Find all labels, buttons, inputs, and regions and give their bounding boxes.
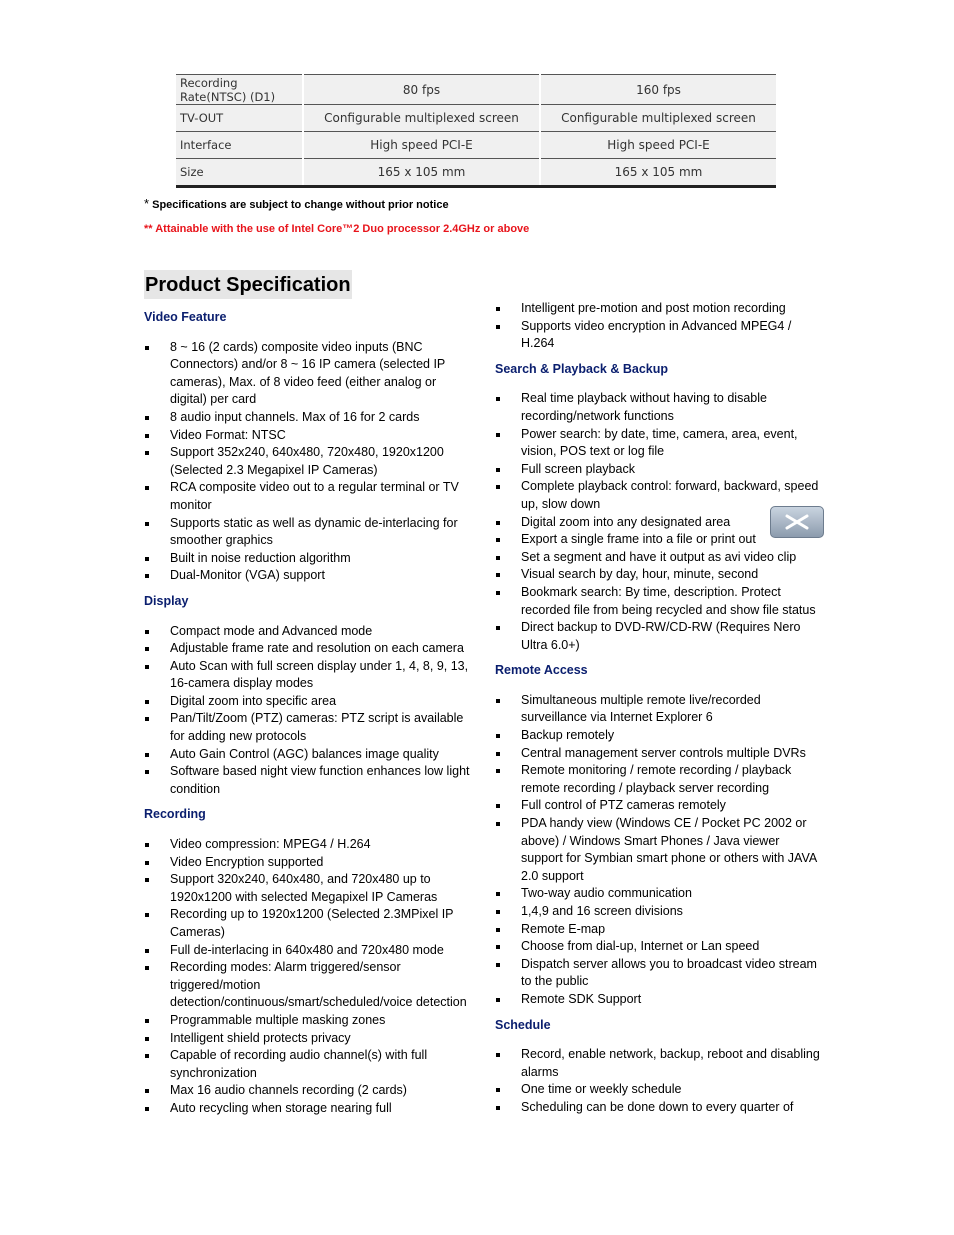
zoom-tool-icon (770, 506, 824, 538)
list-item: Scheduling can be done down to every quarter of (495, 1099, 820, 1117)
list-item: Power search: by date, time, camera, area, event, vision, POS text or log file (495, 426, 820, 461)
list-item: Dual-Monitor (VGA) support (144, 567, 474, 585)
recording-cont-list (495, 300, 820, 353)
list-item: Full de-interlacing in 640x480 and 720x480 mode (144, 942, 474, 960)
table-row (176, 132, 776, 159)
list-item: Set a segment and have it output as avi video clip (495, 549, 820, 567)
cell-value: High speed PCI-E (303, 132, 540, 159)
list-item: Supports static as well as dynamic de-interlacing for smoother graphics (144, 515, 474, 550)
note-asterisk: * (144, 196, 150, 211)
row-label: TV-OUT (176, 105, 303, 132)
list-item: Two-way audio communication (495, 885, 820, 903)
list-item: Direct backup to DVD-RW/CD-RW (Requires Nero Ultra 6.0+) (495, 619, 820, 654)
list-item: Remote SDK Support (495, 991, 820, 1009)
list-item: Pan/Tilt/Zoom (PTZ) cameras: PTZ script is available for adding new protocols (144, 710, 474, 745)
right-column (495, 300, 820, 1117)
spec-change-note (144, 196, 449, 211)
list-item: 8 audio input channels. Max of 16 for 2 cards (144, 409, 474, 427)
table-row (176, 105, 776, 132)
spec-table (176, 74, 776, 188)
remote-access-list (495, 692, 820, 1009)
list-item: Visual search by day, hour, minute, second (495, 566, 820, 584)
display-heading: Display (144, 593, 189, 608)
list-item: Digital zoom into any designated area (495, 514, 820, 532)
list-item: Compact mode and Advanced mode (144, 623, 474, 641)
list-item: Central management server controls multiple DVRs (495, 745, 820, 763)
schedule-heading: Schedule (495, 1017, 551, 1032)
processor-note: ** Attainable with the use of Intel Core™2 Duo processor 2.4GHz or above (144, 223, 530, 235)
list-item: Bookmark search: By time, description. Protect recorded file from being recycled and show file status (495, 584, 820, 619)
list-item: Full control of PTZ cameras remotely (495, 797, 820, 815)
list-item: Recording modes: Alarm triggered/sensor triggered/motion detection/continuous/smart/scheduled/voice detection (144, 959, 474, 1012)
list-item: Remote E-map (495, 921, 820, 939)
list-item: Support 320x240, 640x480, and 720x480 up to 1920x1200 with selected Megapixel IP Cameras (144, 871, 474, 906)
list-item: Remote monitoring / remote recording / playback remote recording / playback server recording (495, 762, 820, 797)
list-item: Complete playback control: forward, backward, speed up, slow down (495, 478, 820, 513)
list-item: Intelligent pre-motion and post motion recording (495, 300, 820, 318)
cell-value: High speed PCI-E (540, 132, 776, 159)
cell-value: 165 x 105 mm (303, 159, 540, 187)
list-item: Video compression: MPEG4 / H.264 (144, 836, 474, 854)
left-column (144, 309, 474, 1118)
row-label: Size (176, 159, 303, 187)
list-item: Auto Scan with full screen display under 1, 4, 8, 9, 13, 16-camera display modes (144, 658, 474, 693)
search-playback-heading: Search & Playback & Backup (495, 361, 668, 376)
recording-heading: Recording (144, 807, 206, 822)
list-item: Record, enable network, backup, reboot and disabling alarms (495, 1046, 820, 1081)
list-item: Real time playback without having to disable recording/network functions (495, 390, 820, 425)
list-item: 8 ~ 16 (2 cards) composite video inputs (BNC Connectors) and/or 8 ~ 16 IP camera (selected IP cameras), Max. of 8 video feed (either analog or digital) per card (144, 339, 474, 409)
page-title: Product Specification (144, 270, 352, 299)
list-item: Adjustable frame rate and resolution on each camera (144, 640, 474, 658)
list-item: Backup remotely (495, 727, 820, 745)
cell-value: 165 x 105 mm (540, 159, 776, 187)
list-item: Export a single frame into a file or print out (495, 531, 820, 549)
video-feature-heading: Video Feature (144, 310, 227, 324)
list-item: Recording up to 1920x1200 (Selected 2.3MPixel IP Cameras) (144, 906, 474, 941)
list-item: Max 16 audio channels recording (2 cards) (144, 1082, 474, 1100)
list-item: Video Format: NTSC (144, 427, 474, 445)
list-item: Choose from dial-up, Internet or Lan speed (495, 938, 820, 956)
list-item: 1,4,9 and 16 screen divisions (495, 903, 820, 921)
list-item: Software based night view function enhances low light condition (144, 763, 474, 798)
list-item: Auto Gain Control (AGC) balances image quality (144, 746, 474, 764)
list-item: Programmable multiple masking zones (144, 1012, 474, 1030)
cell-value: Configurable multiplexed screen (540, 105, 776, 132)
table-row (176, 159, 776, 187)
table-row (176, 75, 776, 105)
list-item: Intelligent shield protects privacy (144, 1030, 474, 1048)
row-label: Interface (176, 132, 303, 159)
list-item: Auto recycling when storage nearing full (144, 1100, 474, 1118)
recording-list (144, 836, 474, 1118)
cell-value: 80 fps (303, 75, 540, 105)
list-item: Built in noise reduction algorithm (144, 550, 474, 568)
list-item: PDA handy view (Windows CE / Pocket PC 2002 or above) / Windows Smart Phones / Java viewer support for Symbian smart phone or others with JAVA 2.0 support (495, 815, 820, 885)
list-item: Simultaneous multiple remote live/recorded surveillance via Internet Explorer 6 (495, 692, 820, 727)
video-feature-list (144, 339, 474, 585)
list-item: Video Encryption supported (144, 854, 474, 872)
row-label: Recording Rate(NTSC) (D1) (176, 75, 303, 105)
cell-value: 160 fps (540, 75, 776, 105)
list-item: RCA composite video out to a regular terminal or TV monitor (144, 479, 474, 514)
list-item: Full screen playback (495, 461, 820, 479)
schedule-list (495, 1046, 820, 1116)
cell-value: Configurable multiplexed screen (303, 105, 540, 132)
list-item: One time or weekly schedule (495, 1081, 820, 1099)
list-item: Dispatch server allows you to broadcast video stream to the public (495, 956, 820, 991)
note-text: Specifications are subject to change without prior notice (152, 199, 449, 211)
remote-access-heading: Remote Access (495, 663, 588, 678)
list-item: Supports video encryption in Advanced MPEG4 / H.264 (495, 318, 820, 353)
list-item: Capable of recording audio channel(s) with full synchronization (144, 1047, 474, 1082)
list-item: Support 352x240, 640x480, 720x480, 1920x1200 (Selected 2.3 Megapixel IP Cameras) (144, 444, 474, 479)
list-item: Digital zoom into specific area (144, 693, 474, 711)
display-list (144, 623, 474, 799)
